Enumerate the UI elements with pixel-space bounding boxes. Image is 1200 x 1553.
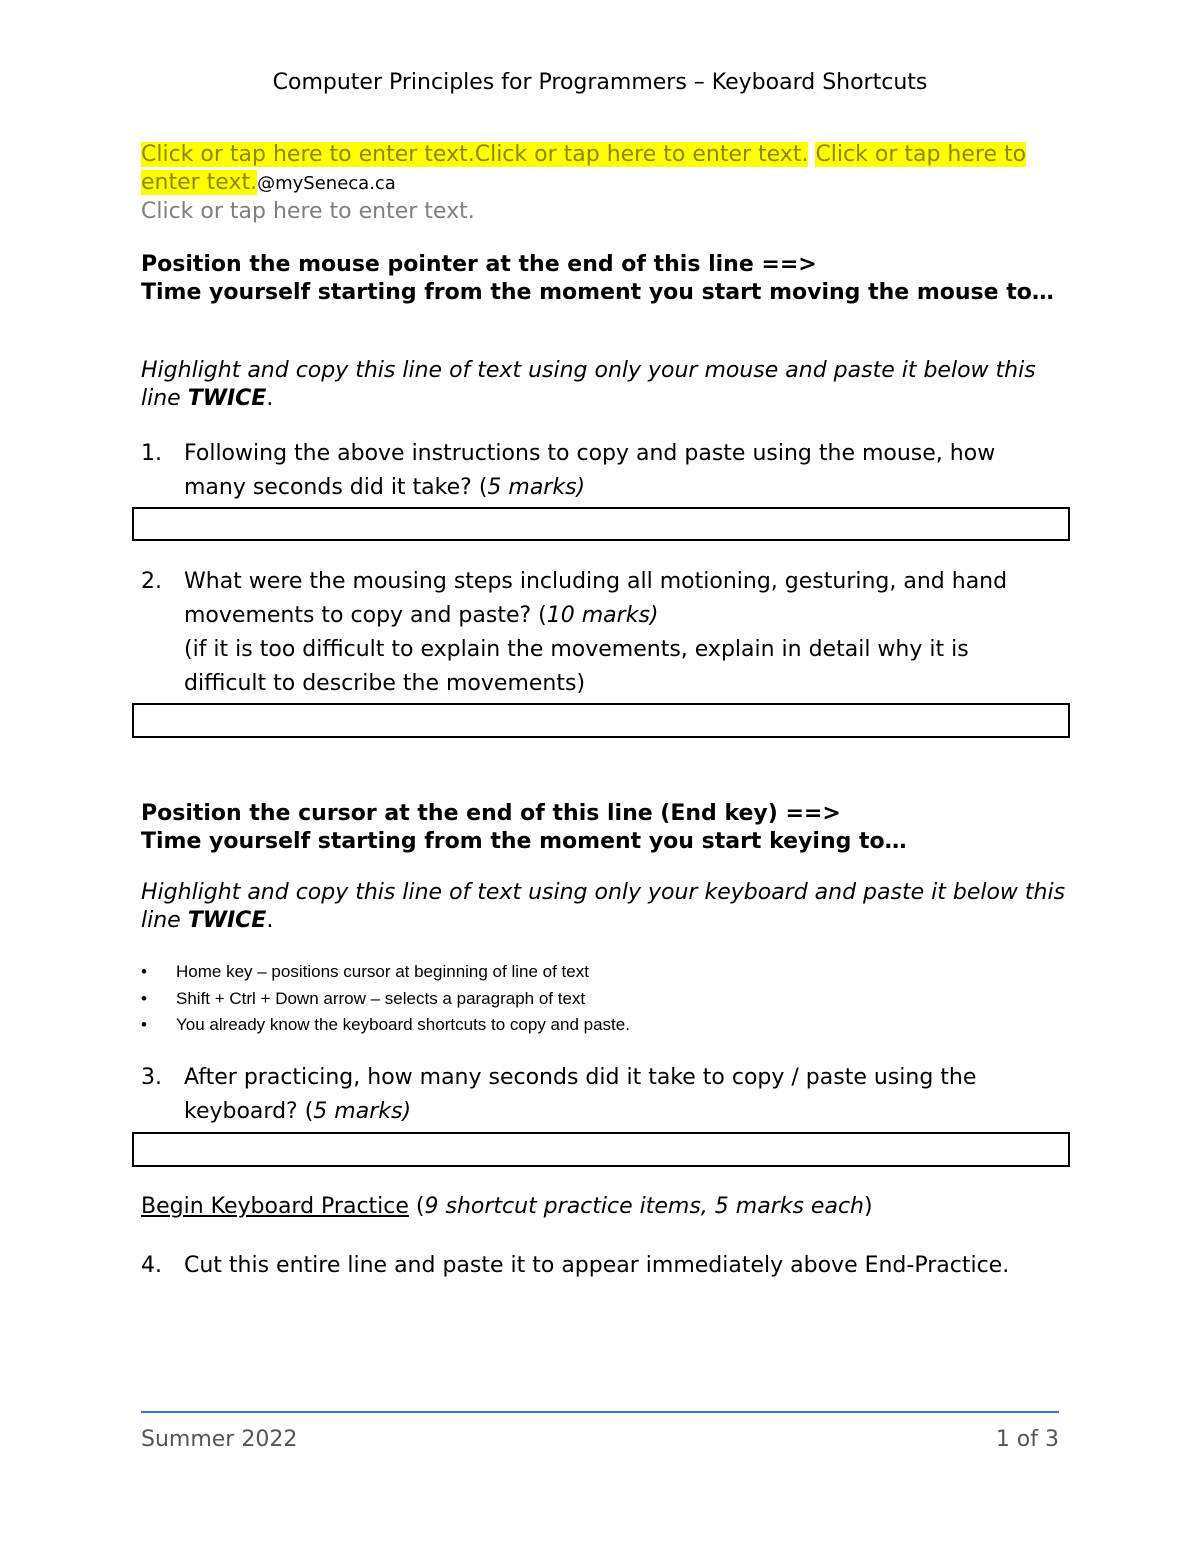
shortcut-bullet-list xyxy=(141,959,1041,1039)
question-number: 3. xyxy=(141,1065,162,1090)
mouse-instruction-period: . xyxy=(266,386,274,411)
list-item xyxy=(141,986,1041,1013)
last-name-field[interactable]: Click or tap here to enter text. xyxy=(474,142,809,167)
question-text: Cut this entire line and paste it to appear immediately above End-Practice. xyxy=(184,1253,1010,1278)
mouse-instruction xyxy=(141,357,1071,413)
question-text xyxy=(184,1061,1044,1129)
question-1 xyxy=(141,437,1041,507)
footer-term: Summer 2022 xyxy=(141,1427,298,1452)
keyboard-heading-line1: Position the cursor at the end of this line (End key) ==> xyxy=(141,801,841,826)
list-item xyxy=(141,1012,1041,1039)
bullet-icon: • xyxy=(141,1015,147,1034)
mouse-heading-line1: Position the mouse pointer at the end of this line ==> xyxy=(141,252,817,277)
practice-paren-close: ) xyxy=(863,1194,873,1219)
mouse-instruction-text: Highlight and copy this line of text using only your mouse and paste it below this line xyxy=(141,358,1036,411)
mouse-section-heading xyxy=(141,251,1071,307)
answer-box-3[interactable] xyxy=(132,1132,1070,1167)
first-name-field[interactable]: Click or tap here to enter text. xyxy=(141,142,475,167)
footer-page-number: 1 of 3 xyxy=(995,1427,1059,1452)
question-number: 2. xyxy=(141,569,162,594)
question-number: 1. xyxy=(141,441,162,466)
keyboard-instruction-period: . xyxy=(266,908,274,933)
keyboard-section-heading xyxy=(141,800,1071,856)
email-user-field[interactable]: Click or tap here to enter text. xyxy=(141,142,1027,195)
answer-box-2[interactable] xyxy=(132,703,1070,738)
question-text xyxy=(184,437,1044,505)
question-prompt: Following the above instructions to copy and paste using the mouse, how many seconds did it take? ( xyxy=(184,441,996,500)
question-prompt: What were the mousing steps including all motioning, gesturing, and hand movements to copy and paste? ( xyxy=(184,569,1008,628)
question-text xyxy=(184,565,1044,701)
page-header-title: Computer Principles for Programmers – Keyboard Shortcuts xyxy=(272,70,928,95)
question-4 xyxy=(141,1249,1041,1285)
question-number: 4. xyxy=(141,1253,162,1278)
begin-keyboard-practice-link[interactable]: Begin Keyboard Practice xyxy=(141,1194,409,1219)
bullet-icon: • xyxy=(141,988,147,1008)
keyboard-instruction-emphasis: TWICE xyxy=(187,908,267,933)
bullet-icon: • xyxy=(141,962,147,981)
student-info xyxy=(141,141,1071,226)
question-marks: 5 marks) xyxy=(313,1099,412,1124)
bullet-text: Shift + Ctrl + Down arrow – selects a paragraph of text xyxy=(176,988,586,1008)
mouse-instruction-emphasis: TWICE xyxy=(187,386,267,411)
keyboard-heading-line2: Time yourself starting from the moment you start keying to… xyxy=(141,829,907,854)
list-item xyxy=(141,959,1041,986)
student-id-field[interactable]: Click or tap here to enter text. xyxy=(141,199,475,224)
question-2 xyxy=(141,565,1041,701)
keyboard-instruction-text: Highlight and copy this line of text using only your keyboard and paste it below this line xyxy=(141,880,1066,933)
question-3 xyxy=(141,1061,1041,1131)
bullet-text: You already know the keyboard shortcuts to copy and paste. xyxy=(176,1015,630,1034)
mouse-heading-line2: Time yourself starting from the moment you start moving the mouse to… xyxy=(141,280,1054,305)
question-marks: 10 marks) xyxy=(546,603,659,628)
practice-paren-open: ( xyxy=(408,1194,425,1219)
question-note: (if it is too difficult to explain the movements, explain in detail why it is difficult to describe the movements) xyxy=(184,637,969,696)
email-domain: @mySeneca.ca xyxy=(257,173,396,194)
question-marks: 5 marks) xyxy=(487,475,586,500)
footer-divider xyxy=(141,1411,1059,1413)
practice-detail: 9 shortcut practice items, 5 marks each xyxy=(424,1194,864,1219)
practice-heading xyxy=(141,1193,1061,1221)
answer-box-1[interactable] xyxy=(132,507,1070,541)
question-prompt: After practicing, how many seconds did it take to copy / paste using the keyboard? ( xyxy=(184,1065,977,1124)
keyboard-instruction xyxy=(141,879,1071,935)
bullet-text: Home key – positions cursor at beginning of line of text xyxy=(176,962,589,981)
